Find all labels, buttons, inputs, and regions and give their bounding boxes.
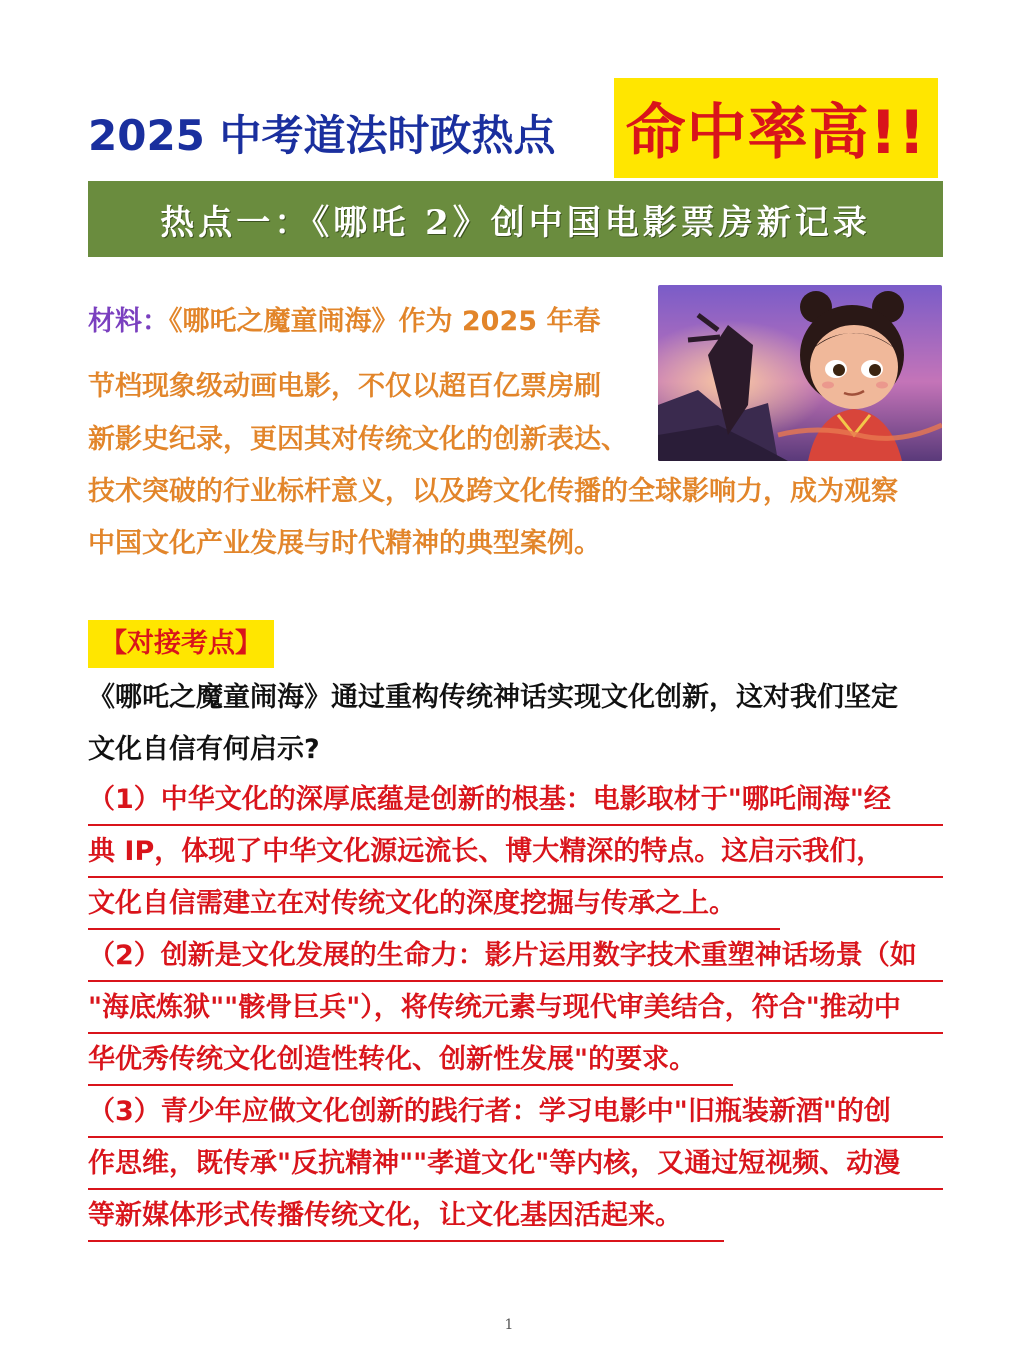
answer-3-line-3: 等新媒体形式传播传统文化，让文化基因活起来。 xyxy=(88,1192,724,1242)
answer-2-line-1: （2）创新是文化发展的生命力：影片运用数字技术重塑神话场景（如 xyxy=(88,932,943,982)
answer-1-line-3: 文化自信需建立在对传统文化的深度挖掘与传承之上。 xyxy=(88,880,780,930)
answer-3-line-1: （3）青少年应做文化创新的践行者：学习电影中"旧瓶装新酒"的创 xyxy=(88,1088,943,1138)
material-line-2: 节档现象级动画电影，不仅以超百亿票房刷 xyxy=(88,371,601,402)
question-line-1: 《哪吒之魔童闹海》通过重构传统神话实现文化创新，这对我们坚定 xyxy=(88,682,898,713)
answer-1-line-2: 典 IP，体现了中华文化源远流长、博大精深的特点。这启示我们， xyxy=(88,828,943,878)
material-label: 材料： xyxy=(88,306,169,337)
hot-topic-title: 热点一：《哪吒 2》创中国电影票房新记录 xyxy=(160,202,871,243)
material-line-1: 材料：《哪吒之魔童闹海》作为 2025 年春 xyxy=(88,306,601,337)
answer-2-line-2: "海底炼狱""骸骨巨兵"），将传统元素与现代审美结合，符合"推动中 xyxy=(88,984,943,1034)
page-title: 2025 中考道法时政热点 xyxy=(88,111,556,160)
hot-topic-bar xyxy=(88,181,943,257)
question-line-2: 文化自信有何启示? xyxy=(88,734,320,765)
nezha-movie-still xyxy=(658,285,942,461)
answer-2-line-3: 华优秀传统文化创造性转化、创新性发展"的要求。 xyxy=(88,1036,733,1086)
answer-3-line-2: 作思维，既传承"反抗精神""孝道文化"等内核，又通过短视频、动漫 xyxy=(88,1140,943,1190)
material-line-4: 技术突破的行业标杆意义，以及跨文化传播的全球影响力，成为观察 xyxy=(88,476,898,507)
banner-text: 命中率高!! xyxy=(625,98,927,168)
page-number: 1 xyxy=(504,1317,514,1333)
material-line-5: 中国文化产业发展与时代精神的典型案例。 xyxy=(88,528,601,559)
hit-rate-banner xyxy=(614,78,938,178)
material-line-3: 新影史纪录，更因其对传统文化的创新表达、 xyxy=(88,424,628,455)
answer-1-line-1: （1）中华文化的深厚底蕴是创新的根基：电影取材于"哪吒闹海"经 xyxy=(88,776,943,826)
exam-point-label: 【对接考点】 xyxy=(88,620,274,668)
